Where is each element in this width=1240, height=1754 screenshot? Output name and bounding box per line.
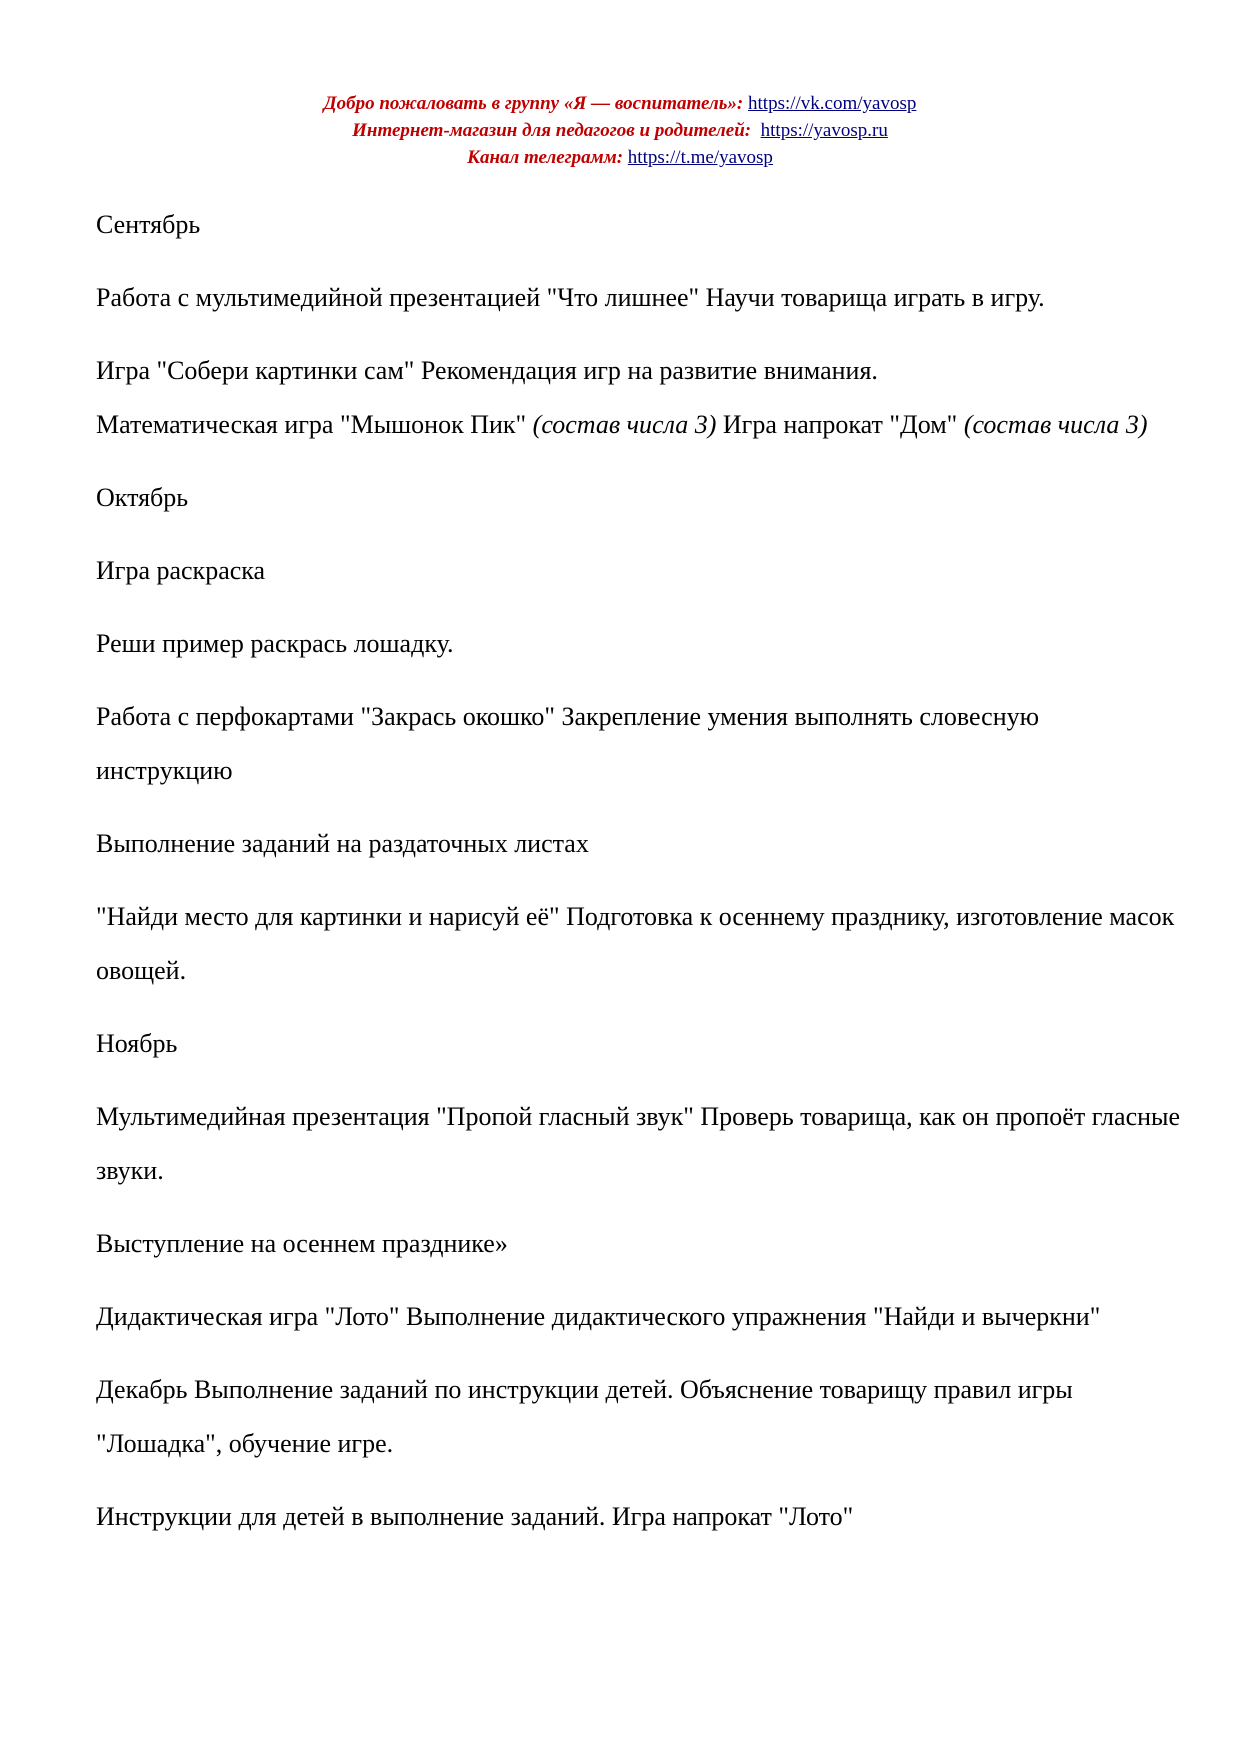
- paragraph: Декабрь Выполнение заданий по инструкции детей. Объяснение товарищу правил игры "Лошадка", обучение игре.: [96, 1375, 1073, 1458]
- paragraph: Мультимедийная презентация "Пропой гласный звук" Проверь товарища, как он пропоёт гласные звуки.: [96, 1102, 1181, 1185]
- paragraph: "Найди место для картинки и нарисуй её" Подготовка к осеннему празднику, изготовление масок овощей.: [96, 902, 1175, 985]
- paragraph-text: Игра напрокат "Дом": [716, 410, 964, 439]
- paragraph: Игра раскраска: [96, 556, 266, 585]
- paragraph: Выступление на осеннем празднике»: [96, 1229, 508, 1258]
- header-line-vk: [0, 90, 1240, 117]
- italic-note: (состав числа 3): [532, 410, 717, 439]
- shop-link[interactable]: https://yavosp.ru: [760, 120, 888, 141]
- telegram-link[interactable]: https://t.me/yavosp: [627, 147, 773, 168]
- header-label-vk: Добро пожаловать в группу «Я — воспитатель»:: [323, 93, 744, 114]
- paragraph-text: Математическая игра "Мышонок Пик": [96, 410, 533, 439]
- paragraph-math-game: [96, 398, 1181, 452]
- paragraph: Работа с перфокартами "Закрась окошко" Закрепление умения выполнять словесную инструкцию: [96, 702, 1040, 785]
- month-heading-october: Октябрь: [96, 483, 189, 512]
- paragraph: Игра "Собери картинки сам" Рекомендация игр на развитие внимания.: [96, 356, 878, 385]
- paragraph: Реши пример раскрась лошадку.: [96, 629, 454, 658]
- paragraph: Инструкции для детей в выполнение заданий. Игра напрокат "Лото": [96, 1502, 854, 1531]
- header-label-telegram: Канал телеграмм:: [467, 147, 624, 168]
- month-heading-september: Сентябрь: [96, 210, 201, 239]
- paragraph: Выполнение заданий на раздаточных листах: [96, 829, 589, 858]
- document-body: [96, 198, 1181, 1563]
- paragraph: Дидактическая игра "Лото" Выполнение дидактического упражнения "Найди и вычеркни": [96, 1302, 1101, 1331]
- vk-link[interactable]: https://vk.com/yavosp: [748, 93, 917, 114]
- header-line-telegram: [0, 144, 1240, 171]
- header-line-shop: [0, 117, 1240, 144]
- page-header: [0, 90, 1240, 171]
- header-label-shop: Интернет-магазин для педагогов и родителей:: [352, 120, 752, 141]
- paragraph: Работа с мультимедийной презентацией "Что лишнее" Научи товарища играть в игру.: [96, 283, 1045, 312]
- italic-note: (состав числа 3): [963, 410, 1148, 439]
- month-heading-november: Ноябрь: [96, 1029, 178, 1058]
